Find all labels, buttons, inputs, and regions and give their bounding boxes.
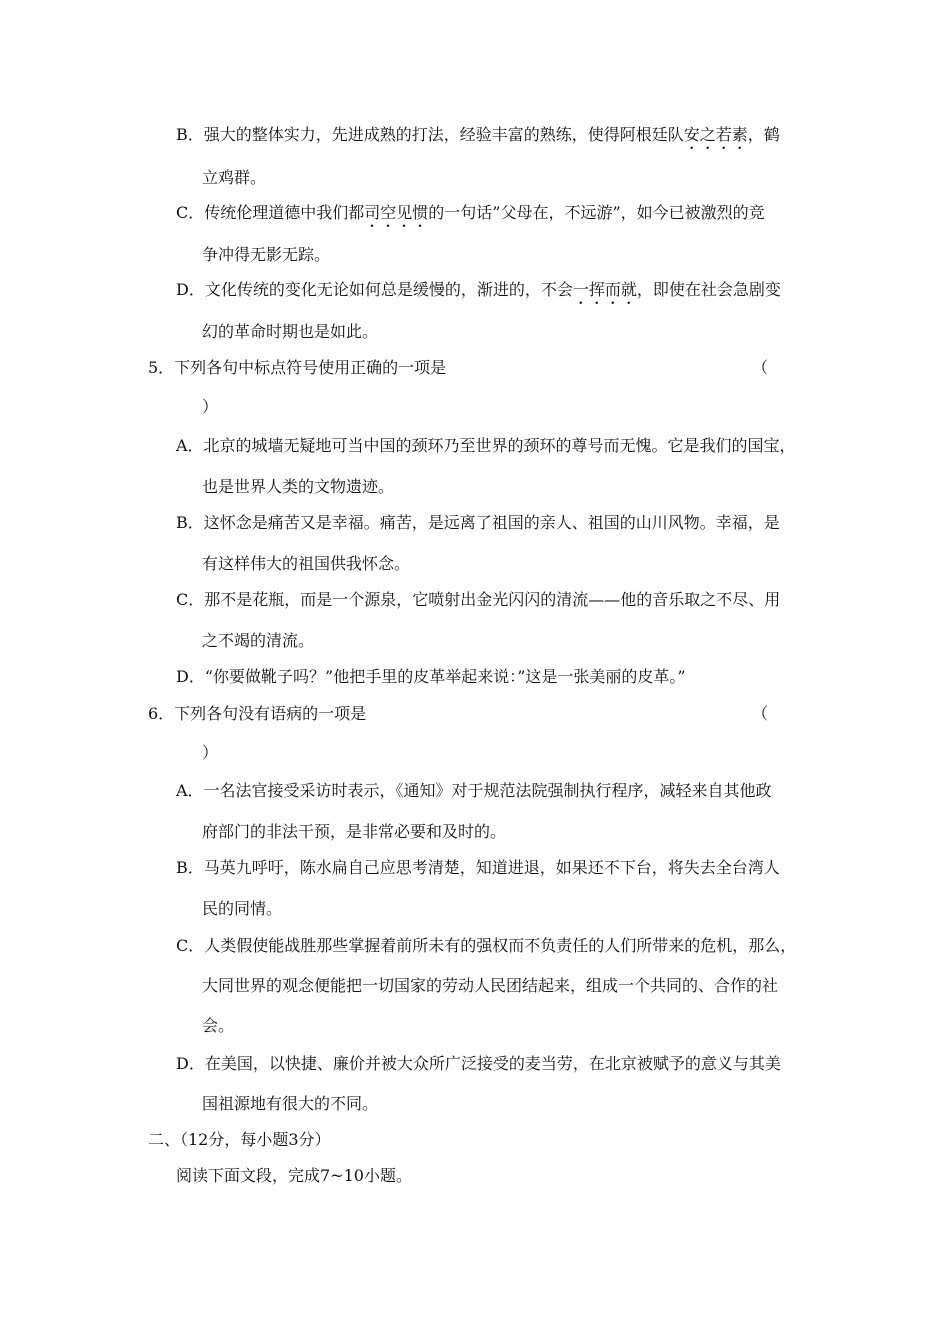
q4-d-post: ，即使在社会急剧变 xyxy=(636,280,781,299)
q4-option-b-line2: 立鸡群。 xyxy=(202,168,267,187)
q4-option-c-line1 xyxy=(176,203,765,231)
q5-option-c-line1: C．那不是花瓶，而是一个源泉，它喷射出金光闪闪的清流——他的音乐取之不尽、用 xyxy=(176,590,781,609)
q6-paren-open: （ xyxy=(752,704,769,723)
q4-option-d-line1 xyxy=(176,280,781,308)
q5-stem: 5．下列各句中标点符号使用正确的一项是 xyxy=(148,358,447,377)
q4-c-post: 的一句话”父母在，不远游”，如今已被激烈的竞 xyxy=(428,203,765,222)
section2-heading: 二、（12分，每小题3分） xyxy=(148,1130,331,1149)
q6-stem: 6．下列各句没有语病的一项是 xyxy=(148,704,367,723)
q5-paren-open: （ xyxy=(752,358,769,377)
q4-b-post: ，鹤 xyxy=(747,125,780,144)
q5-option-a-line2: 也是世界人类的文物遗迹。 xyxy=(202,477,395,496)
q6-option-c-line1: C．人类假使能战胜那些掌握着前所未有的强权而不负责任的人们所带来的危机，那么， xyxy=(176,936,797,955)
q5-option-b-line2: 有这样伟大的祖国供我怀念。 xyxy=(202,554,411,573)
q6-paren-close: ） xyxy=(202,743,219,762)
q4-c-dotted: 司空见惯 xyxy=(364,203,429,222)
q4-d-dotted: 一挥而就 xyxy=(572,280,637,299)
q6-option-a-line1: A．一名法官接受采访时表示，《通知》对于规范法院强制执行程序，减轻来自其他政 xyxy=(176,781,772,800)
q4-c-pre: C．传统伦理道德中我们都 xyxy=(176,203,365,222)
q6-option-a-line2: 府部门的非法干预，是非常必要和及时的。 xyxy=(202,822,507,841)
q6-option-c-line3: 会。 xyxy=(202,1016,235,1035)
q4-option-b-line1 xyxy=(176,125,780,153)
q6-option-b-line2: 民的同情。 xyxy=(202,899,283,918)
q4-option-c-line2: 争冲得无影无踪。 xyxy=(202,245,331,264)
q6-option-d-line1: D．在美国，以快捷、廉价并被大众所广泛接受的麦当劳，在北京被赋予的意义与其美 xyxy=(176,1054,781,1073)
q5-option-a-line1: A．北京的城墙无疑地可当中国的颈环乃至世界的颈环的尊号而无愧。它是我们的国宝， xyxy=(176,436,796,455)
q5-option-b-line1: B．这怀念是痛苦又是幸福。痛苦，是远离了祖国的亲人、祖国的山川风物。幸福，是 xyxy=(176,513,780,532)
q4-d-pre: D．文化传统的变化无论如何总是缓慢的，渐进的，不会 xyxy=(176,280,573,299)
q5-option-d-line1: D．“你要做靴子吗？”他把手里的皮革举起来说：”这是一张美丽的皮革。” xyxy=(176,667,686,686)
q6-option-b-line1: B．马英九呼吁，陈水扁自己应思考清楚，知道进退，如果还不下台，将失去全台湾人 xyxy=(176,858,780,877)
q6-option-c-line2: 大同世界的观念便能把一切国家的劳动人民团结起来，组成一个共同的、合作的社 xyxy=(202,976,779,995)
q5-option-c-line2: 之不竭的清流。 xyxy=(202,631,315,650)
section2-intro: 阅读下面文段，完成7~10小题。 xyxy=(176,1166,412,1185)
q4-b-dotted: 安之若素 xyxy=(683,125,748,144)
q4-b-pre: B．强大的整体实力，先进成熟的打法，经验丰富的熟练，使得阿根廷队 xyxy=(176,125,684,144)
q6-option-d-line2: 国祖源地有很大的不同。 xyxy=(202,1094,379,1113)
q5-paren-close: ） xyxy=(202,397,219,416)
q4-option-d-line2: 幻的革命时期也是如此。 xyxy=(202,322,379,341)
